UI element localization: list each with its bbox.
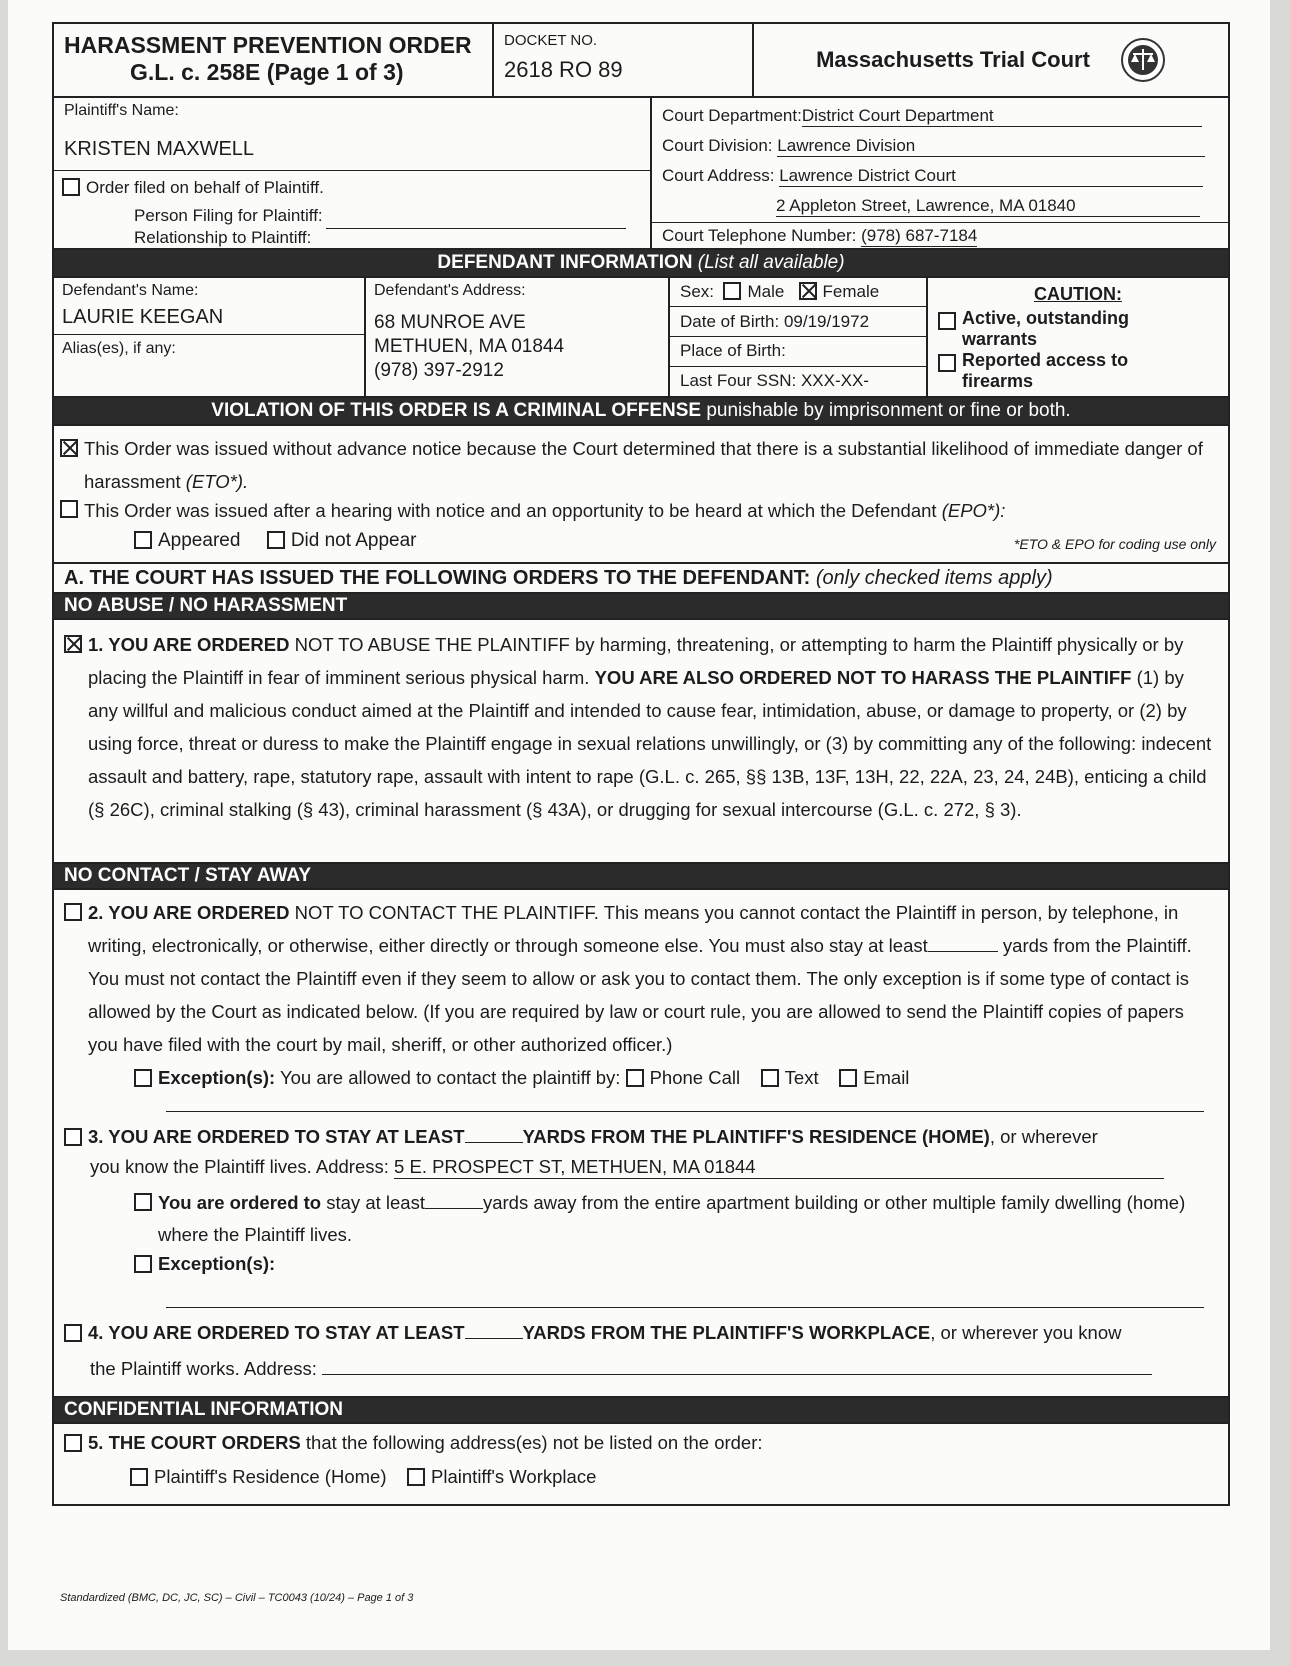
no-contact-bar: [54, 864, 1228, 890]
item3-exceptions-label: Exception(s):: [158, 1253, 276, 1274]
on-behalf-checkbox[interactable]: [62, 178, 80, 196]
confidential-title: CONFIDENTIAL INFORMATION: [64, 1399, 343, 1420]
defendant-bar-sub: (List all available): [697, 252, 845, 273]
item1-part-c: (1) by any willful and malicious conduct aimed at the Plaintiff and intended to cause fear, intimidation, abuse, or damage to property, or (2) by using force, threat or duress to make the Plaintiff engage in sexual relations unwillingly, or (3) by committing any of the following: indecent assault and battery, rape, statutory rape, assault with intent to rape (G.L. c. 265, §§ 13B, 13F, 13H, 22, 22A, 23, 24, 24B), enticing a child (§ 26C), criminal stalking (§ 43), criminal harassment (§ 43A), or drugging for sexual intercourse (G.L. c. 272, § 3).: [88, 667, 1212, 820]
item3-address-label: you know the Plaintiff lives. Address:: [90, 1156, 389, 1177]
text-label: Text: [784, 1067, 819, 1088]
defendant-name: LAURIE KEEGAN: [62, 306, 224, 328]
plaintiff-name: KRISTEN MAXWELL: [64, 138, 255, 160]
court-dept-row: [662, 106, 1202, 127]
eto-code: (ETO*).: [185, 471, 249, 492]
docket-box: [494, 24, 754, 96]
section-a-note: (only checked items apply): [815, 566, 1053, 589]
court-info-section: [652, 98, 1228, 248]
alias-label: Alias(es), if any:: [62, 340, 176, 357]
male-label: Male: [747, 282, 785, 301]
item2-checkbox[interactable]: [64, 903, 82, 921]
notice-row: [54, 426, 1228, 564]
pob-label: Place of Birth:: [680, 341, 786, 360]
item3-address: 5 E. PROSPECT ST, METHUEN, MA 01844: [394, 1156, 1164, 1179]
item2-yards-blank[interactable]: [928, 951, 998, 952]
female-label: Female: [822, 282, 880, 301]
court-phone-row: [662, 226, 977, 247]
item5-lead: 5. THE COURT ORDERS: [88, 1432, 301, 1453]
person-filing-label: Person Filing for Plaintiff:: [134, 206, 323, 225]
item3-sub-b: yards away from the entire apartment building or other multiple family dwelling (home) where the Plaintiff lives.: [158, 1192, 1186, 1245]
workplace-checkbox[interactable]: [407, 1468, 425, 1486]
item1-text: [88, 628, 1214, 858]
firearms-checkbox[interactable]: [938, 354, 956, 372]
epo-code: (EPO*):: [941, 500, 1006, 521]
on-behalf-row: [62, 178, 324, 198]
ssn-row: [680, 371, 869, 391]
item2-lead: 2. YOU ARE ORDERED: [88, 902, 290, 923]
item3-address-row: [54, 1148, 1228, 1179]
relationship-label: Relationship to Plaintiff:: [134, 228, 312, 247]
item4-address-line[interactable]: [322, 1354, 1152, 1375]
court-seal-icon: [1120, 37, 1166, 83]
item3-sub-blank[interactable]: [425, 1208, 483, 1209]
no-abuse-title: NO ABUSE / NO HARASSMENT: [64, 595, 348, 616]
plaintiff-court-row: [54, 98, 1228, 250]
warrants-checkbox[interactable]: [938, 312, 956, 330]
item2-exceptions-text: You are allowed to contact the plaintiff by:: [280, 1067, 621, 1088]
violation-bar: [54, 398, 1228, 426]
item2-part-b: yards from the Plaintiff. You must not contact the Plaintiff even if they seem to allow or ask you to contact them. The only exception is if some type of contact is allowed by the Court as indicated below. (If you are required by law or court rule, you are allowed to send the Plaintiff copies of papers you have filed with the court by mail, sheriff, or other authorized officer.): [88, 935, 1192, 1055]
item2-exceptions-checkbox[interactable]: [134, 1069, 152, 1087]
epo-checkbox[interactable]: [60, 500, 78, 518]
item4-rest: , or wherever you know: [930, 1322, 1122, 1343]
item1: [54, 620, 1228, 862]
item4-yards-blank[interactable]: [465, 1338, 523, 1339]
item3-mid: YARDS FROM THE PLAINTIFF'S RESIDENCE (HOME): [522, 1126, 990, 1147]
item5: [54, 1424, 1228, 1454]
form-title: [54, 24, 494, 96]
appeared-label: Appeared: [158, 530, 241, 551]
violation-bold: VIOLATION OF THIS ORDER IS A CRIMINAL OFFENSE: [211, 400, 702, 421]
sex-row: [680, 282, 879, 302]
appeared-checkbox[interactable]: [134, 531, 152, 549]
item3-sub-text: [158, 1187, 1214, 1251]
court-addr-row2: [776, 196, 1200, 217]
court-header: [754, 24, 1228, 96]
email-label: Email: [863, 1067, 910, 1088]
defendant-name-label: Defendant's Name:: [62, 282, 199, 299]
item2-text: [88, 896, 1214, 1061]
male-checkbox[interactable]: [723, 282, 741, 300]
court-phone-value: (978) 687-7184: [861, 226, 978, 245]
item2: [54, 890, 1228, 1065]
dob-value: 09/19/1972: [783, 312, 870, 331]
email-checkbox[interactable]: [839, 1069, 857, 1087]
item1-part-a: NOT TO ABUSE THE PLAINTIFF by harming, threatening, or attempting to harm the Plaintiff physically or by placing the Plaintiff in fear of imminent serious physical harm.: [88, 634, 1184, 688]
eto-checkbox[interactable]: [60, 439, 78, 457]
item5-text: that the following address(es) not be listed on the order:: [305, 1432, 763, 1453]
workplace-label: Plaintiff's Workplace: [431, 1466, 597, 1487]
confidential-bar: [54, 1398, 1228, 1424]
court-addr-row: [662, 166, 1203, 187]
caution-firearms-row: [938, 350, 1148, 392]
header-row: [54, 24, 1228, 98]
on-behalf-label: Order filed on behalf of Plaintiff.: [86, 178, 324, 197]
defendant-address-section: [366, 278, 670, 396]
no-contact-title: NO CONTACT / STAY AWAY: [64, 865, 312, 886]
defendant-name-section: [54, 278, 366, 396]
caution-warrants: Active, outstanding warrants: [962, 308, 1130, 349]
eto-text-wrap: [84, 432, 1210, 498]
item1-row: [54, 620, 1228, 864]
item3-exceptions-checkbox[interactable]: [134, 1255, 152, 1273]
item4-lead: 4. YOU ARE ORDERED TO STAY AT LEAST: [88, 1322, 465, 1343]
caution-warrants-row: [938, 308, 1148, 350]
court-div-row: [662, 136, 1205, 157]
item1-part-b: YOU ARE ALSO ORDERED NOT TO HARASS THE PLAINTIFF: [594, 667, 1132, 688]
item3-yards-blank[interactable]: [465, 1142, 523, 1143]
residence-checkbox[interactable]: [130, 1468, 148, 1486]
item5-row: [54, 1424, 1228, 1504]
court-addr-label: Court Address:: [662, 166, 775, 185]
document-page: [8, 0, 1270, 1650]
plaintiff-name-label: Plaintiff's Name:: [64, 102, 179, 119]
item4-address-row: [54, 1344, 1228, 1380]
person-filing-line: [326, 228, 626, 229]
item3: [54, 1112, 1228, 1148]
section-a-title-row: [54, 564, 1228, 594]
item2-exceptions-label: Exception(s):: [158, 1067, 276, 1088]
residence-label: Plaintiff's Residence (Home): [154, 1466, 387, 1487]
item2-exceptions: [54, 1067, 1228, 1089]
court-dept-value: District Court Department: [802, 106, 1202, 127]
plaintiff-section: [54, 98, 652, 248]
court-addr-value2: 2 Appleton Street, Lawrence, MA 01840: [776, 196, 1200, 217]
items-2-4: [54, 890, 1228, 1398]
defendant-row: [54, 278, 1228, 398]
phone-call-checkbox[interactable]: [626, 1069, 644, 1087]
item3-rest: , or wherever: [989, 1126, 1098, 1147]
coding-note: *ETO & EPO for coding use only: [1013, 536, 1216, 552]
caution-firearms: Reported access to firearms: [962, 350, 1129, 391]
defendant-bar-title: DEFENDANT INFORMATION: [437, 252, 693, 273]
defendant-address2: METHUEN, MA 01844: [374, 336, 565, 357]
item3-sub: [54, 1179, 1228, 1251]
item4-checkbox[interactable]: [64, 1324, 82, 1342]
sex-label: Sex:: [680, 282, 715, 301]
did-not-appear-checkbox[interactable]: [267, 531, 285, 549]
epo-text-wrap: [84, 500, 1005, 522]
court-name: Massachusetts Trial Court: [816, 47, 1090, 72]
item3-checkbox[interactable]: [64, 1128, 82, 1146]
defendant-address1: 68 MUNROE AVE: [374, 312, 526, 333]
defendant-info-bar: [54, 250, 1228, 278]
item2-part-a: NOT TO CONTACT THE PLAINTIFF. This means you cannot contact the Plaintiff in person, by telephone, in writing, electronically, or otherwise, either directly or through someone else. You must also stay at least: [88, 902, 1179, 956]
court-phone-label: Court Telephone Number:: [662, 226, 857, 245]
eto-text: This Order was issued without advance notice because the Court determined that there is a substantial likelihood of immediate danger of harassment: [84, 438, 1203, 492]
item5-checkbox[interactable]: [64, 1434, 82, 1452]
item3-sub-a: stay at least: [326, 1192, 425, 1213]
item3-sub-checkbox[interactable]: [134, 1193, 152, 1211]
item3-sub-lead: You are ordered to: [158, 1192, 322, 1213]
item3-lead: 3. YOU ARE ORDERED TO STAY AT LEAST: [88, 1126, 465, 1147]
item1-lead: 1. YOU ARE ORDERED: [88, 634, 290, 655]
section-a-title: A. THE COURT HAS ISSUED THE FOLLOWING ORDERS TO THE DEFENDANT:: [64, 566, 811, 589]
item3-exceptions: [54, 1251, 1228, 1275]
court-addr-value1: Lawrence District Court: [779, 166, 1203, 187]
item4-mid: YARDS FROM THE PLAINTIFF'S WORKPLACE: [522, 1322, 931, 1343]
violation-rest: punishable by imprisonment or fine or both.: [706, 400, 1071, 421]
text-checkbox[interactable]: [761, 1069, 779, 1087]
title-line2: G.L. c. 258E (Page 1 of 3): [130, 59, 404, 85]
no-abuse-bar: [54, 594, 1228, 620]
dob-label: Date of Birth:: [680, 312, 780, 331]
item4: [54, 1308, 1228, 1344]
item1-checkbox[interactable]: [64, 635, 82, 653]
court-div-value: Lawrence Division: [777, 136, 1205, 157]
dob-row: [680, 312, 869, 332]
epo-row: [60, 500, 1005, 522]
defendant-phone: (978) 397-2912: [374, 360, 504, 381]
item4-address-label: the Plaintiff works. Address:: [90, 1358, 317, 1379]
epo-text: This Order was issued after a hearing with notice and an opportunity to be heard at which the Defendant: [84, 500, 937, 521]
phone-call-label: Phone Call: [649, 1067, 741, 1088]
docket-label: DOCKET NO.: [504, 32, 598, 49]
caution-section: [928, 278, 1228, 396]
court-div-label: Court Division:: [662, 136, 773, 155]
ssn-label: Last Four SSN:: [680, 371, 797, 390]
defendant-details-section: [670, 278, 928, 396]
female-checkbox[interactable]: [799, 282, 817, 300]
defendant-address-label: Defendant's Address:: [374, 282, 526, 299]
item5-options: [54, 1454, 1228, 1488]
caution-label: CAUTION:: [1034, 284, 1122, 304]
docket-number: 2618 RO 89: [504, 57, 623, 82]
order-form: [52, 22, 1230, 1506]
eto-row: [60, 432, 1210, 498]
appearance-row: [134, 530, 417, 552]
footer-text: Standardized (BMC, DC, JC, SC) – Civil – TC0043 (10/24) – Page 1 of 3: [60, 1592, 414, 1604]
ssn-value: XXX-XX-: [800, 371, 869, 390]
did-not-appear-label: Did not Appear: [290, 530, 417, 551]
title-line1: HARASSMENT PREVENTION ORDER: [64, 32, 472, 58]
court-dept-label: Court Department:: [662, 106, 802, 125]
